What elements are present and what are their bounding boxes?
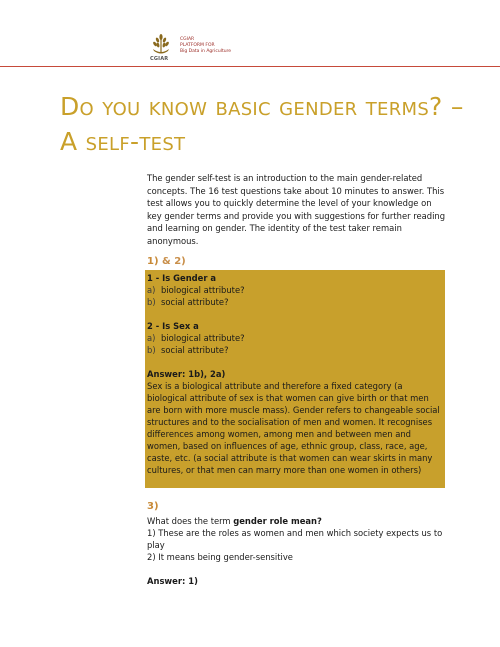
option-text: biological attribute? (161, 285, 245, 295)
option-marker: b) (147, 297, 156, 307)
question-2-option-a (147, 332, 443, 344)
question-3-text (147, 515, 447, 527)
header-divider (0, 66, 500, 67)
question-1-option-a (147, 284, 443, 296)
question-1-2-number (147, 256, 186, 267)
question-3-term: gender role (233, 516, 289, 526)
page-header (0, 0, 500, 67)
question-3-block (147, 515, 447, 587)
option-marker: a) (147, 285, 156, 295)
question-3-suffix: mean? (288, 516, 322, 526)
answer-label: Answer: 1b), 2a) (147, 369, 226, 379)
question-1-title: 1 - Is Gender a (147, 273, 217, 283)
question-1-2-highlight-box (145, 270, 445, 488)
page-title: Do you know basic gender terms? – A self-test (60, 92, 464, 156)
platform-line-1: CGIAR (180, 37, 195, 42)
option-text: social attribute? (161, 297, 229, 307)
question-2-title: 2 - Is Sex a (147, 321, 199, 331)
question-3-number: 3) (147, 501, 159, 512)
question-3-option-2: 2) It means being gender-sensitive (147, 552, 293, 562)
cgiar-logo-text: CGIAR (150, 56, 169, 62)
question-3-option-1: 1) These are the roles as women and men which society expects us to play (147, 528, 443, 550)
intro-paragraph: The gender self-test is an introduction to the main gender-related concepts. The 16 test questions take about 10 minutes to answer. This test allows you to quickly determine the level of your knowledge on key gender terms and provide you with suggestions for further reading and learning on gender. The identity of the test taker remain anonymous. (147, 173, 446, 246)
platform-logo-text (180, 37, 231, 55)
option-marker: a) (147, 333, 156, 343)
question-3-prefix: What does the term (147, 516, 234, 526)
option-text: biological attribute? (161, 333, 245, 343)
question-3-answer: Answer: 1) (147, 576, 198, 586)
option-text: social attribute? (161, 345, 229, 355)
platform-line-3: Big Data in Agriculture (180, 49, 232, 54)
question-number-part-2: & 2) (158, 256, 186, 267)
question-1-option-b (147, 296, 443, 308)
question-number-part-1: 1) (147, 256, 159, 267)
option-marker: b) (147, 345, 156, 355)
platform-line-2: PLATFORM FOR (180, 43, 215, 48)
question-2-option-b (147, 344, 443, 356)
answer-explanation: Sex is a biological attribute and therefore a fixed category (a biological attribute of sex is that women can give birth or that men are born with more muscle mass). Gender refers to changeable social structures and to the socialisation of men and women. It recognises differences among women, among men and between men and women, based on influences of age, ethnic group, class, race, age, caste, etc. (a social attribute is that women can wear skirts in many cultures, or that men can marry more than one women in others) (147, 381, 440, 475)
